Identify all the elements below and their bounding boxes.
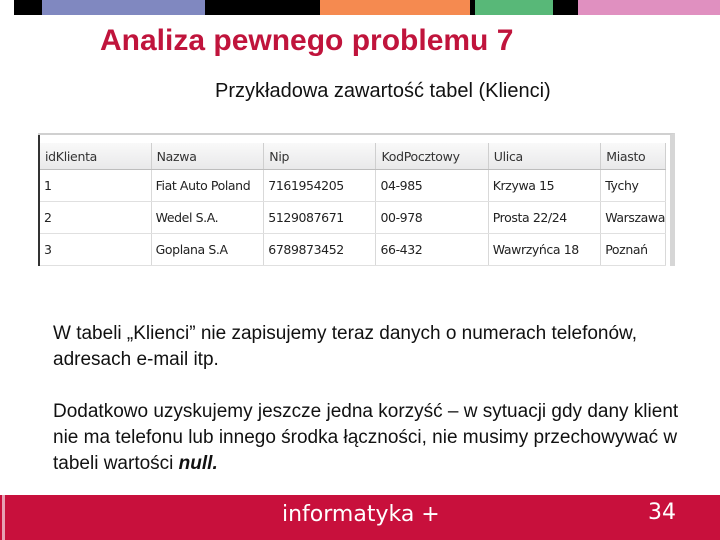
footer-bar (0, 495, 720, 540)
table-row (40, 202, 666, 234)
table-cell: Tychy (601, 170, 666, 202)
table-cell: 1 (40, 170, 151, 202)
table-cell: 5129087671 (264, 202, 376, 234)
column-header: Ulica (488, 143, 600, 170)
color-segment (0, 0, 14, 15)
table-cell: Prosta 22/24 (488, 202, 600, 234)
table-cell: 3 (40, 234, 151, 266)
column-header: Nip (264, 143, 376, 170)
color-segment (42, 0, 205, 15)
klienci-table (40, 143, 666, 266)
table-cell: Poznań (601, 234, 666, 266)
table-cell: 04-985 (376, 170, 488, 202)
null-keyword: null. (178, 453, 218, 474)
footer-label: informatyka + (282, 502, 440, 527)
column-header: idKlienta (40, 143, 151, 170)
paragraph-2 (53, 399, 703, 477)
footer-left-accent (2, 495, 5, 540)
paragraph-2-text: Dodatkowo uzyskujemy jeszcze jedna korzyść – w sytuacji gdy dany klient nie ma telefonu lub innego środka łączności, nie musimy przechowywać w tabeli wartości (53, 401, 679, 474)
color-segment (475, 0, 553, 15)
table-cell: Fiat Auto Poland (151, 170, 264, 202)
table-screenshot (38, 133, 675, 266)
table-cell: Warszawa (601, 202, 666, 234)
paragraph-1: W tabeli „Klienci” nie zapisujemy teraz danych o numerach telefonów, adresach e-mail itp. (53, 323, 638, 370)
table-cell: 2 (40, 202, 151, 234)
table-row (40, 170, 666, 202)
page-number: 34 (648, 500, 676, 525)
color-segment (320, 0, 470, 15)
slide-title: Analiza pewnego problemu 7 (100, 24, 514, 57)
column-header: KodPocztowy (376, 143, 488, 170)
table-cell: Wedel S.A. (151, 202, 264, 234)
color-segment (578, 0, 720, 15)
table-cell: 7161954205 (264, 170, 376, 202)
table-cell: Goplana S.A (151, 234, 264, 266)
top-color-bar (0, 0, 720, 15)
column-header: Miasto (601, 143, 666, 170)
slide-subtitle: Przykładowa zawartość tabel (Klienci) (215, 80, 551, 102)
color-segment (14, 0, 42, 15)
table-cell: 00-978 (376, 202, 488, 234)
color-segment (205, 0, 320, 15)
color-segment (553, 0, 578, 15)
table-header-row (40, 143, 666, 170)
table-cell: Krzywa 15 (488, 170, 600, 202)
column-header: Nazwa (151, 143, 264, 170)
table-cell: 66-432 (376, 234, 488, 266)
table-cell: Wawrzyńca 18 (488, 234, 600, 266)
table-cell: 6789873452 (264, 234, 376, 266)
table-row (40, 234, 666, 266)
